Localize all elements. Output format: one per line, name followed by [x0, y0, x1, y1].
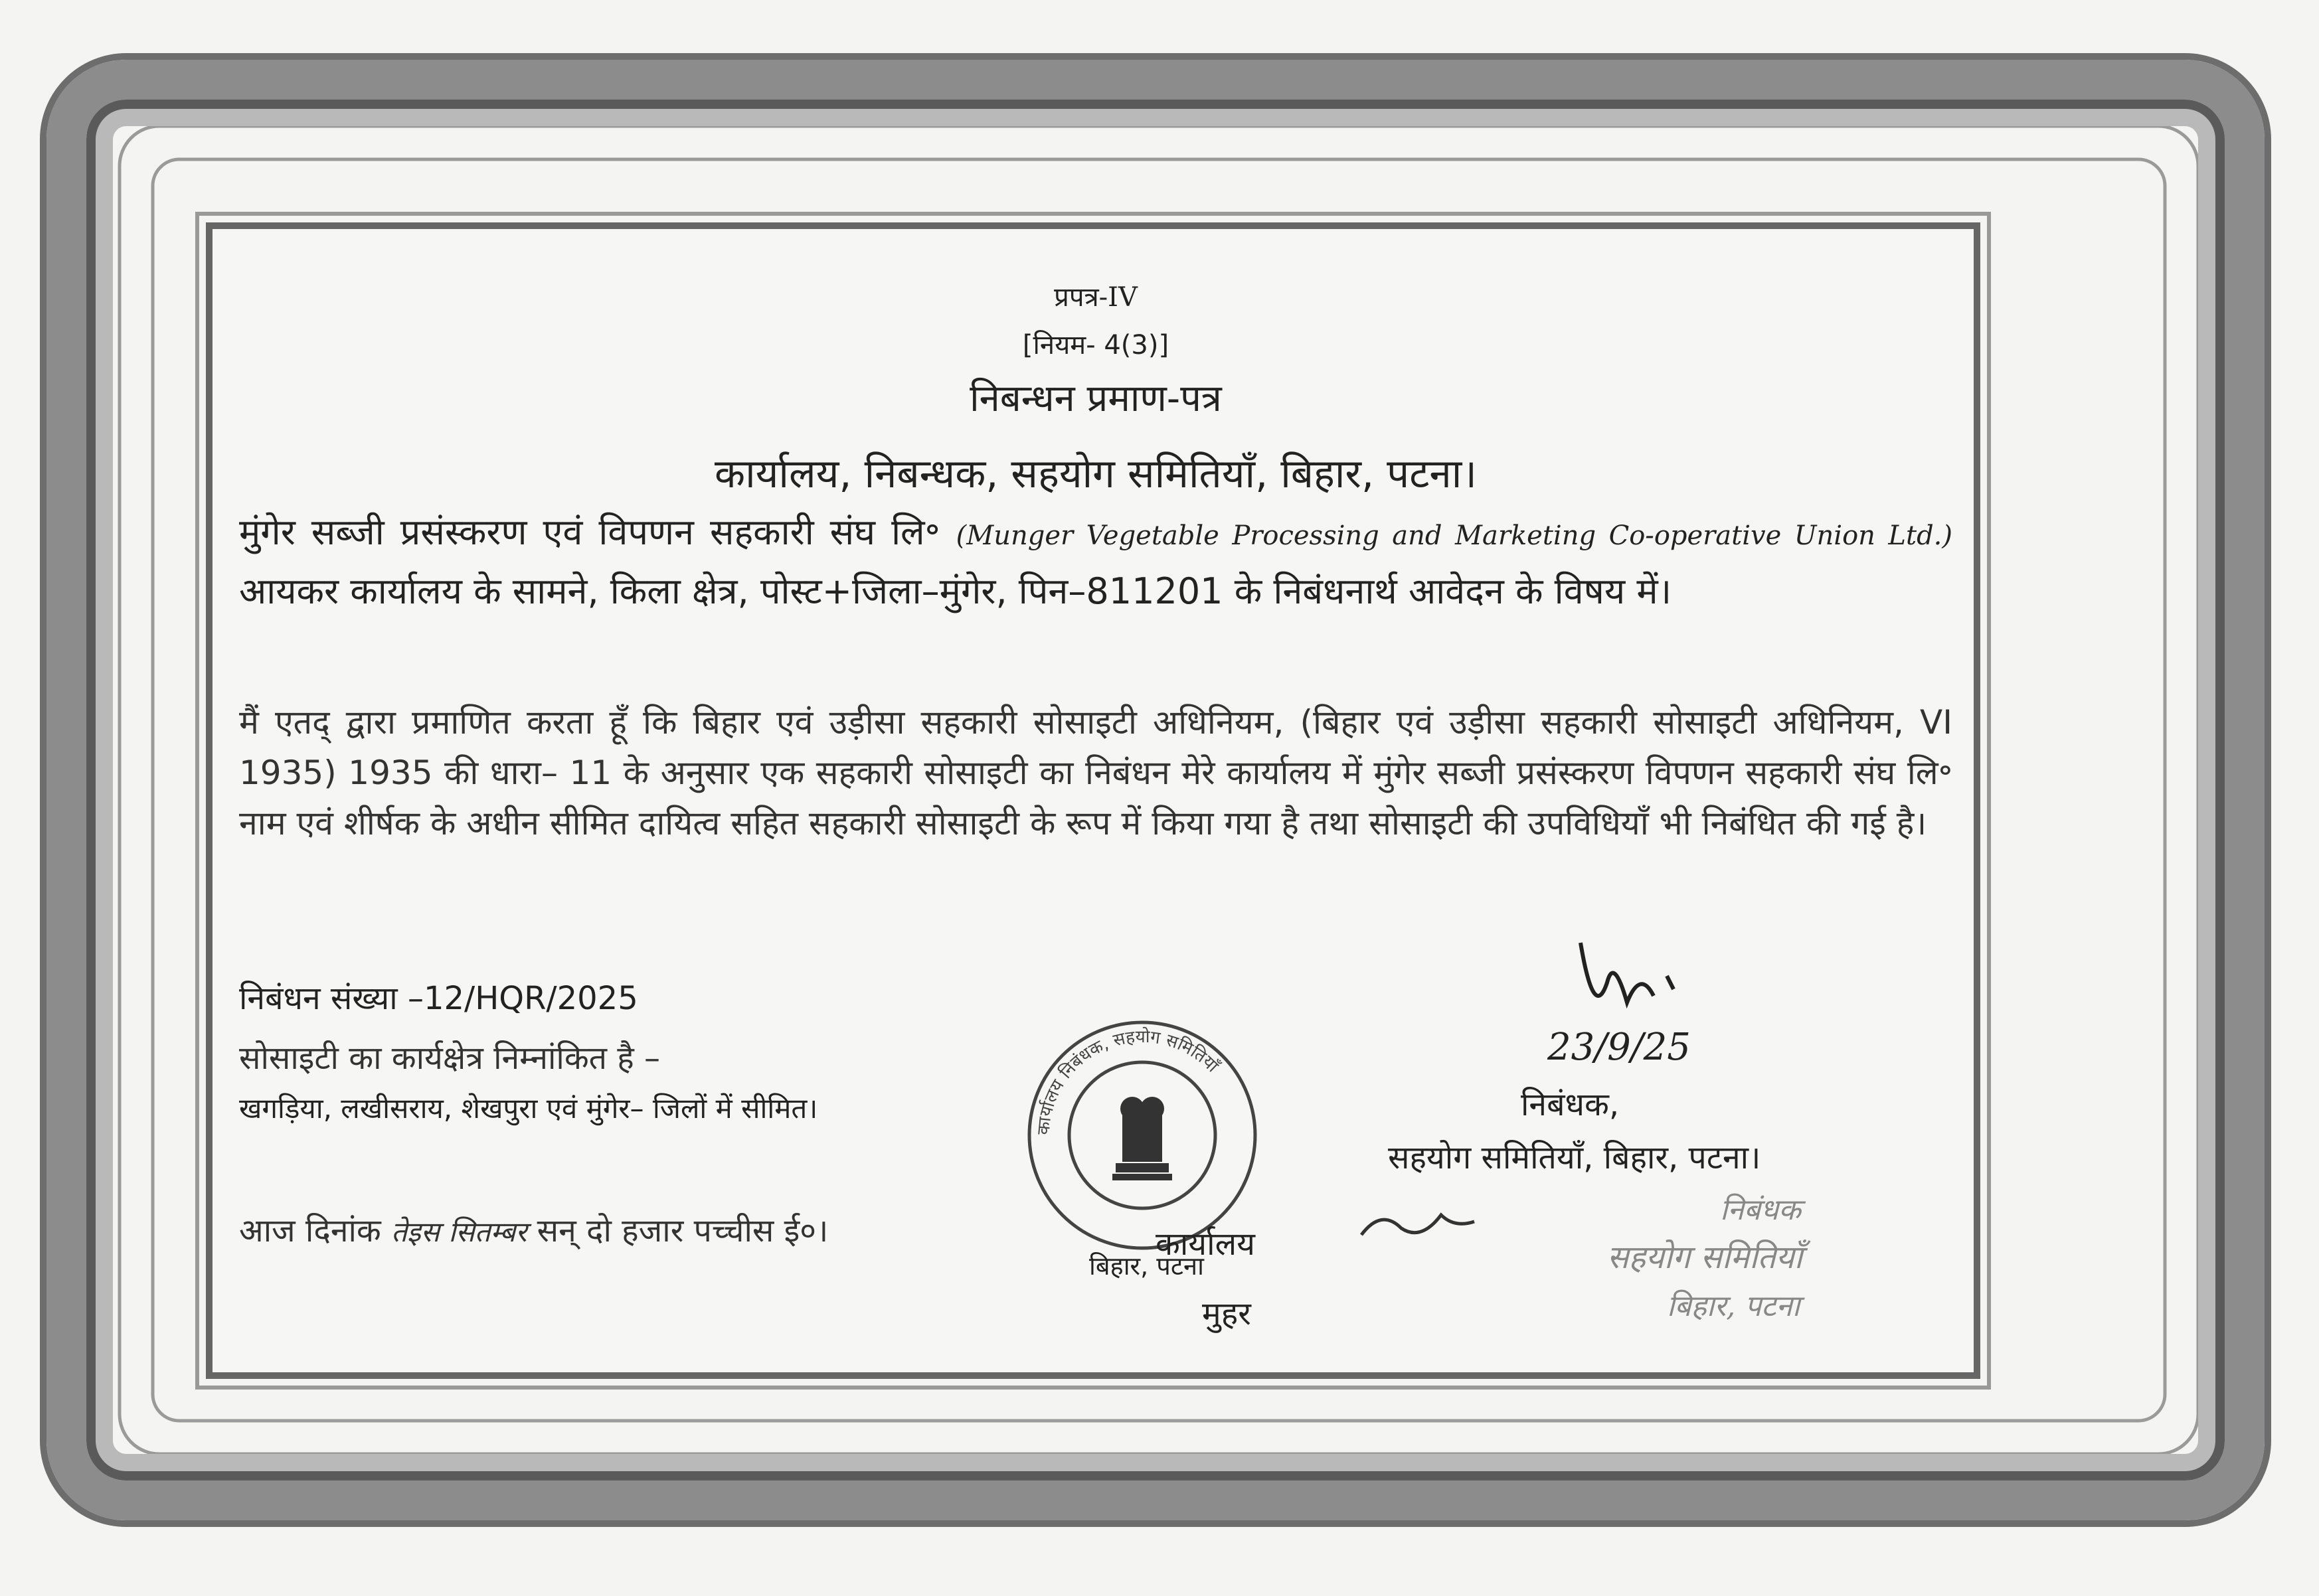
society-name-hindi: मुंगेर सब्जी प्रसंस्करण एवं विपणन सहकारी संघ लि॰	[239, 511, 940, 553]
emblem-icon	[1112, 1097, 1172, 1180]
area-value: खगड़िया, लखीसराय, शेखपुरा एवं मुंगेर– जिलों में सीमित।	[239, 1092, 818, 1125]
seal-ring-text: कार्यालय निबंधक, सहयोग समितियाँ	[1033, 1026, 1223, 1136]
seal-label: कार्यालय	[1156, 1226, 1255, 1263]
issue-date-line	[239, 1208, 828, 1251]
subject-paragraph	[239, 505, 1952, 619]
registration-number: निबंधन संख्या –12/HQR/2025	[239, 980, 638, 1017]
form-number: प्रपत्र-IV	[1054, 282, 1138, 313]
seal-caption: मुहर	[1202, 1295, 1251, 1332]
registrar-title: निबंधक,	[1521, 1086, 1620, 1123]
certificate-content	[239, 266, 1952, 1354]
registrar-office: सहयोग समितियाँ, बिहार, पटना।	[1388, 1139, 1761, 1176]
faint-stamp-line1: निबंधक	[1720, 1193, 1801, 1227]
signature-mark	[1567, 929, 1740, 1036]
faint-stamp-line3: बिहार, पटना	[1667, 1289, 1800, 1323]
date-suffix: सन् दो हजार पच्चीस ई०।	[537, 1212, 829, 1249]
date-prefix: आज दिनांक	[239, 1212, 381, 1249]
initials-mark	[1355, 1195, 1514, 1255]
subject-tail: के निबंधनार्थ आवेदन के विषय में।	[1234, 570, 1672, 612]
faint-stamp-line2: सहयोग समितियाँ	[1607, 1239, 1803, 1276]
office-seal-stamp	[1023, 1016, 1262, 1255]
rule-reference: [नियम- 4(3)]	[1022, 330, 1169, 360]
certification-body: मैं एतद् द्वारा प्रमाणित करता हूँ कि बिहार एवं उड़ीसा सहकारी सोसाइटी अधिनियम, (बिहार एवं उड़ीसा सहकारी सोसाइटी अधिनियम, VI 1935) 1935 की धारा– 11 के अनुसार एक सहकारी सोसाइटी का निबंधन मेरे कार्यालय में मुंगेर सब्जी प्रसंस्करण विपणन सहकारी संघ लि॰ नाम एवं शीर्षक के अधीन सीमित दायित्व सहित सहकारी सोसाइटी के रूप में किया गया है तथा सोसाइटी की उपविधियाँ भी निबंधित की गई है।	[239, 703, 1952, 842]
date-handwritten: तेइस सितम्बर	[391, 1216, 527, 1248]
society-name-english: (Munger Vegetable Processing and Marketing Co-operative Union Ltd.)	[956, 520, 1952, 551]
signature-date: 23/9/25	[1547, 1026, 1691, 1069]
area-label: सोसाइटी का कार्यक्षेत्र निम्नांकित है –	[239, 1040, 661, 1077]
certificate-title: निबन्धन प्रमाण-पत्र	[970, 377, 1222, 420]
society-address: आयकर कार्यालय के सामने, किला क्षेत्र, पोस्ट+जिला–मुंगेर, पिन–811201	[239, 570, 1223, 612]
office-heading: कार्यालय, निबन्धक, सहयोग समितियाँ, बिहार, पटना।	[714, 451, 1478, 497]
seal-bottom-text: बिहार, पटना	[1089, 1251, 1204, 1281]
